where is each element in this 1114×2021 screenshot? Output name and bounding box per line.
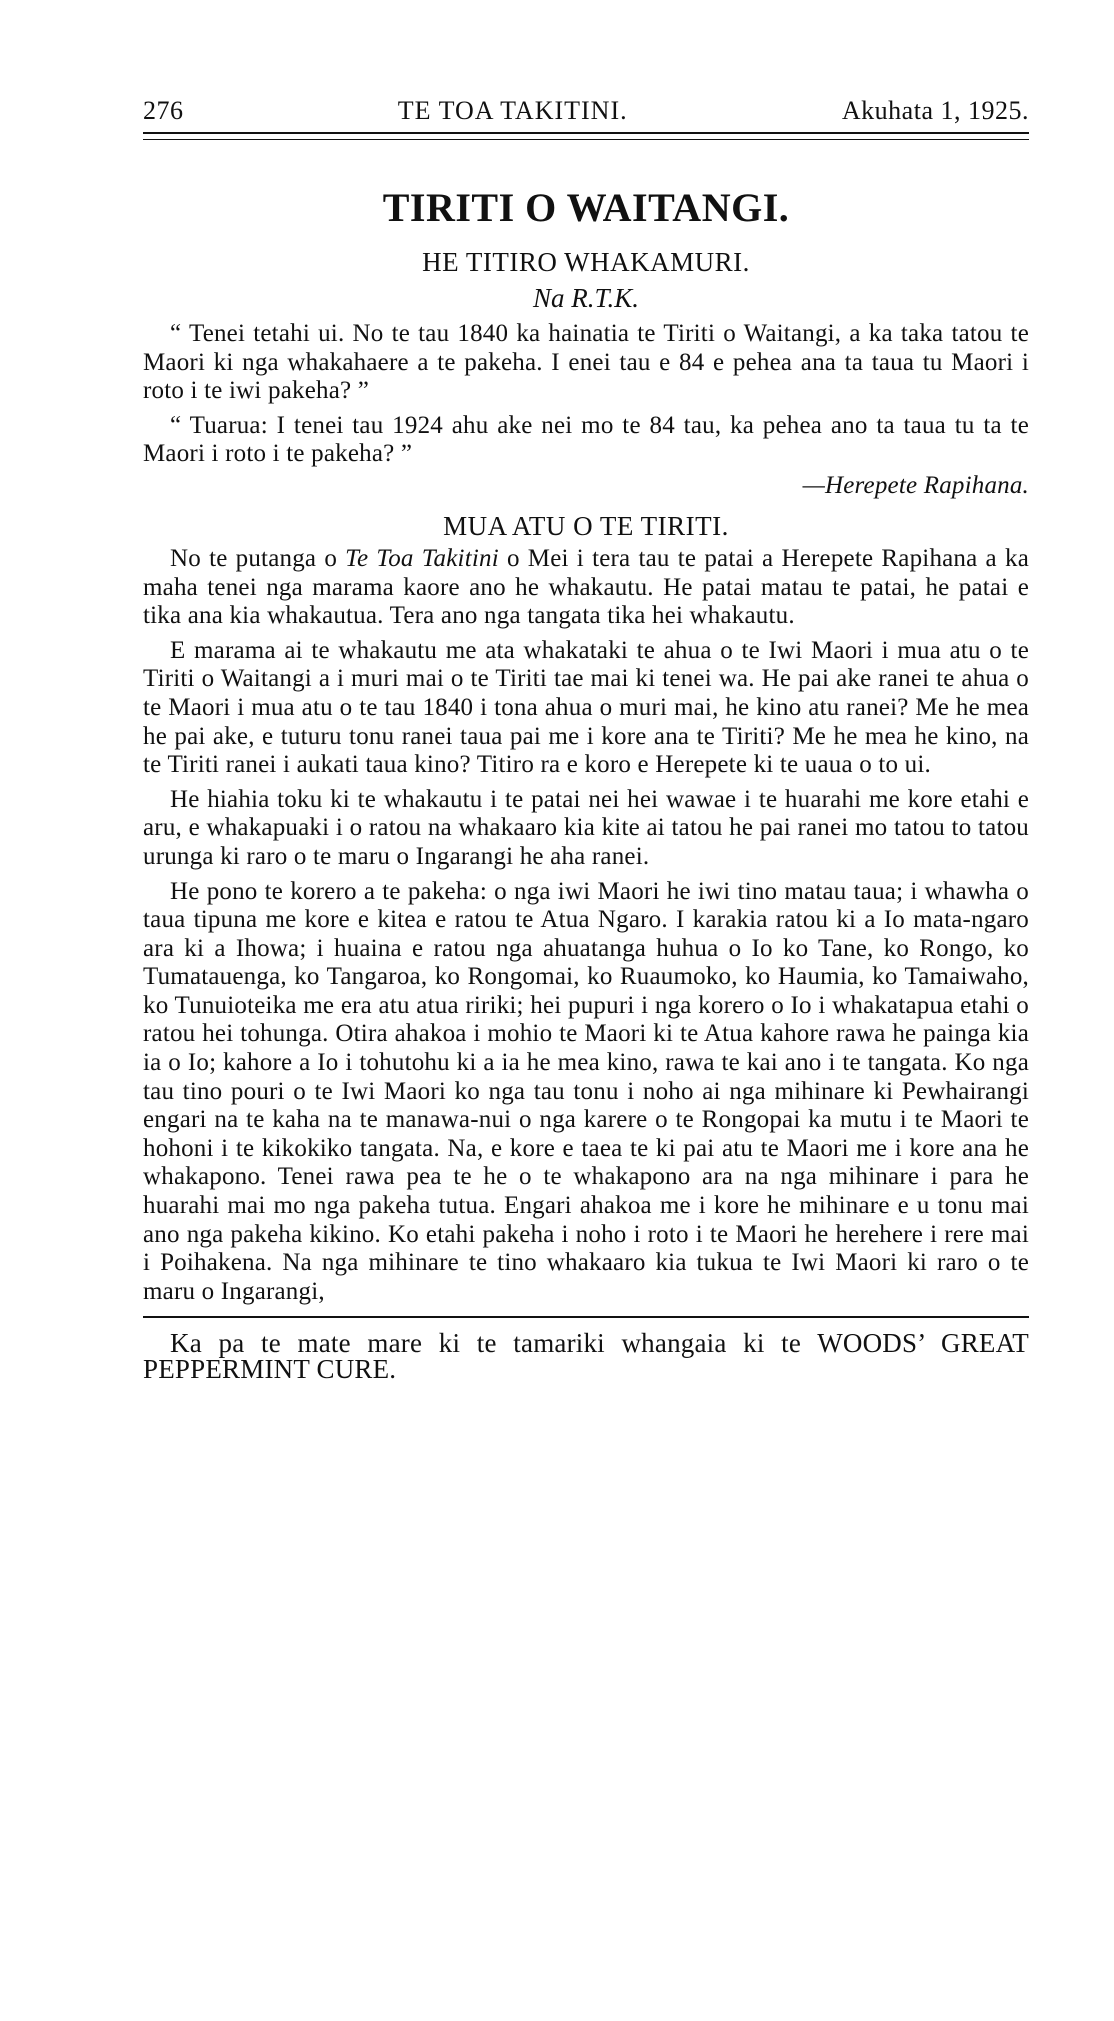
paragraph-1-rest: o Mei i tera tau te patai a Herepete Rapihana a ka maha tenei nga marama kaore ano he whakautu. He patai matau te patai, he patai e tika ana kia whakautua. Tera ano nga tangata tika hei whakautu.: [143, 544, 1029, 630]
question-signature: —Herepete Rapihana.: [802, 471, 1029, 499]
body-paragraph-3: He hiahia toku ki te whakautu i te patai nei hei wawae i te huarahi me kore etahi e aru, e whakapuaki i o ratou na whakaaro kia kite ai tatou he pai ranei mo tatou to tatou urunga ki raro o te maru o Ingarangi he aha ranei.: [143, 785, 1029, 870]
advert-rule: [143, 1316, 1029, 1318]
header-rule: [143, 132, 1029, 140]
page-number: 276: [143, 96, 184, 125]
newspaper-page: [143, 96, 1029, 1409]
byline-prefix: Na: [532, 283, 565, 313]
article-title: TIRITI O WAITANGI.: [382, 185, 790, 230]
body-paragraph-4: He pono te korero a te pakeha: o nga iwi Maori he iwi tino matau taua; i whawha o taua tipuna me kore e kitea e ratou te Atua Ngaro. I karakia ratou ki a Io mata-ngaro ara ki a Ihowa; i huaina e ratou nga ahuatanga huhua o Io ko Tane, ko Rongo, ko Tumatauenga, ko Tangaroa, ko Rongomai, ko Ruaumoko, ko Haumia, ko Tamaiwaho, ko Tunuioteika me era atu atua ririki; hei pupuri i nga korero o Io i whakatapua etahi o ratou hei tohunga. Otira ahakoa i mohio te Maori ki te Atua kahore rawa he painga kia ia o Io; kahore a Io i tohutohu ki a ia he mea kino, rawa te kai ano i te tangata. Ko nga tau tino pouri o te Iwi Maori ko nga tau tonu i noho ai nga mihinare ki Pewhairangi engari na te kaha na te manawa-nui o nga karere o te Rongopai ka mutu i te Maori te hohoni i te kikokiko tangata. Na, e kore e taea te ki pai atu te Maori me i kore ana he whakapono. Tenei rawa pea te he o te whakapono ara na nga mihinare i para he huarahi mai mo nga pakeha tutua. Engari ahakoa me i kore he mihinare e u tonu mai ano nga pakeha kikino. Ko etahi pakeha i noho i roto i te Maori he herehere i rere mai i Poihakena. Na nga mihinare te tino whakaaro kia tukua te Iwi Maori ki raro o te maru o Ingarangi,: [143, 877, 1029, 1305]
article-byline: [143, 282, 1029, 314]
article-subtitle: HE TITIRO WHAKAMURI.: [422, 247, 750, 277]
publication-title: TE TOA TAKITINI.: [397, 96, 628, 125]
section-heading: MUA ATU O TE TIRITI.: [443, 510, 729, 541]
running-head: [143, 96, 1029, 126]
paragraph-1-lead: No te putanga o: [170, 544, 346, 572]
issue-date: Akuhata 1, 1925.: [841, 96, 1029, 125]
newspaper-name-italic: Te Toa Takitini: [345, 544, 499, 572]
question-paragraph-1: “ Tenei tetahi ui. No te tau 1840 ka hainatia te Tiriti o Waitangi, a ka taka tatou te Maori ki nga whakahaere a te pakeha. I enei tau e 84 e pehea ana ta taua tu Maori i roto i te iwi pakeha? ”: [143, 320, 1029, 405]
byline-author: R.T.K.: [571, 283, 640, 313]
question-paragraph-2: “ Tuarua: I tenei tau 1924 ahu ake nei mo te 84 tau, ka pehea ano ta taua tu ta te Maori i roto i te pakeha? ”: [143, 411, 1029, 468]
body-paragraph-2: E marama ai te whakautu me ata whakataki te ahua o te Iwi Maori i mua atu o te Tiriti o Waitangi a i muri mai o te Tiriti tae mai ki tenei wa. He pai ake ranei te ahua o te Maori i mua atu o te tau 1840 i tona ahua o muri mai, he kino atu ranei? Me he mea he pai ake, e tuturu tonu ranei taua pai me i kore ana te Tiriti? Me he mea he kino, na te Tiriti ranei i aukati taua kino? Titiro ra e koro e Herepete ki te uaua o to ui.: [143, 636, 1029, 779]
body-paragraph-1: [143, 545, 1029, 631]
article-body: [143, 320, 1029, 1306]
advertisement: Ka pa te mate mare ki te tamariki whangaia ki te WOODS’ GREAT PEPPERMINT CURE.: [143, 1328, 1029, 1385]
